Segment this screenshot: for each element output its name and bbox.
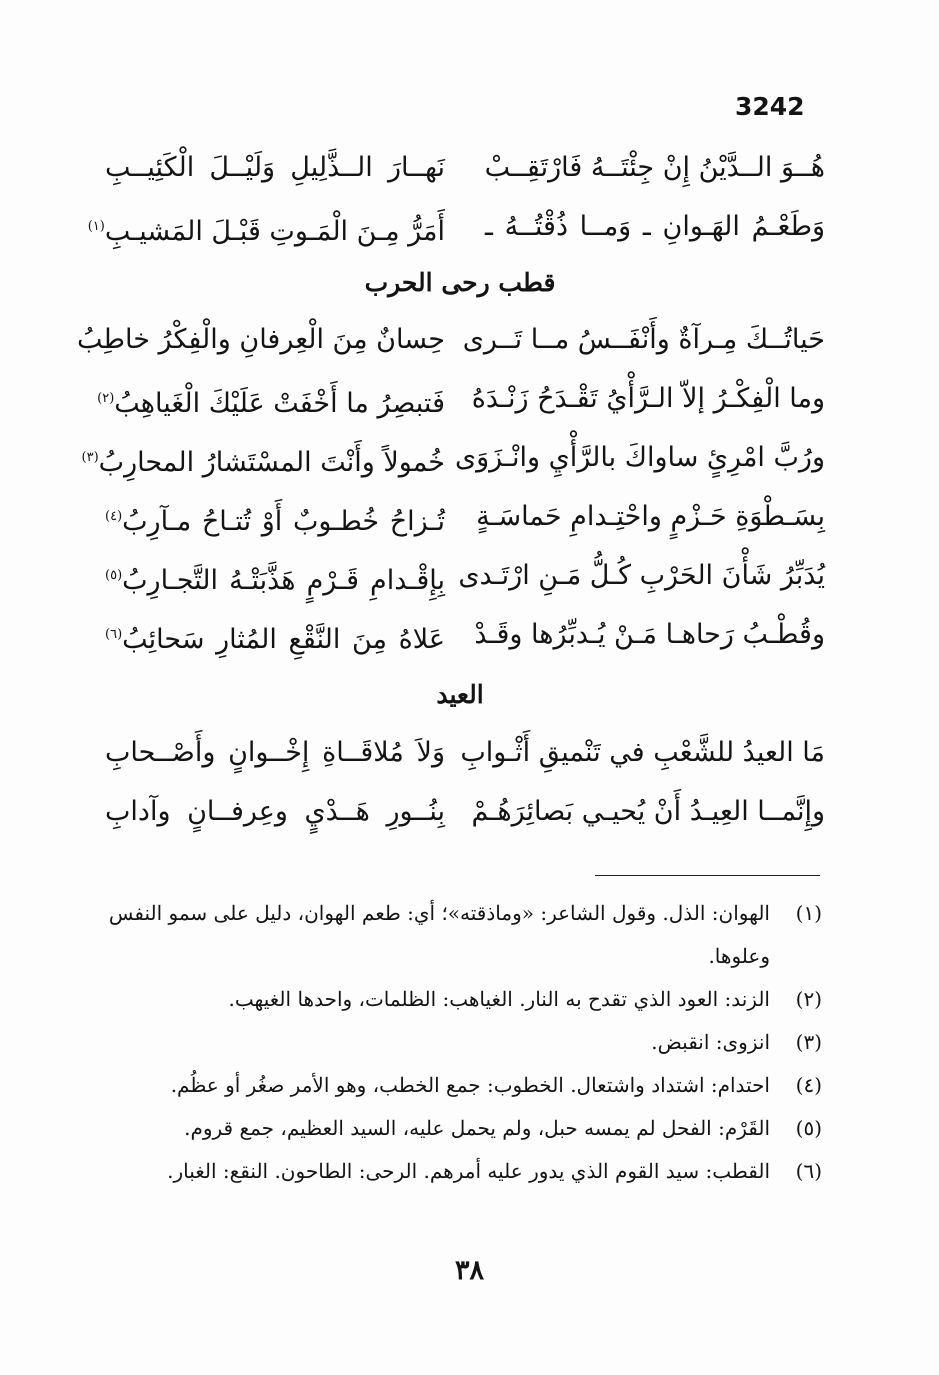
footnote [108, 978, 822, 1021]
verse [95, 615, 825, 674]
footnote [108, 1107, 822, 1150]
verse [77, 320, 825, 379]
footnote-number: (٣) [795, 1030, 822, 1054]
verse [95, 148, 825, 207]
footnote-number: (٥) [795, 1116, 822, 1140]
footnote-number: (١) [795, 901, 822, 925]
verse-second-hemistich [105, 733, 445, 773]
footnote-marker: (٤) [105, 509, 123, 524]
footnote [108, 1021, 822, 1064]
footnote-marker: (٦) [105, 627, 123, 642]
footnote-marker: (٢) [97, 391, 115, 406]
verse-first-hemistich: وقُطْـبُ رَحاهـا مَـنْ يُـدبِّرُها وقَـدْ [474, 619, 825, 650]
verse-second-hemistich [87, 207, 445, 252]
verse-second-hemistich [105, 556, 445, 601]
verse-second-hemistich [105, 615, 445, 660]
footnote [108, 892, 822, 978]
verse-first-hemistich: حَياتُــكَ مِـرآةٌ وأَنْفَــسُ مــا تَــرى [462, 324, 825, 355]
page-id: 3242 [735, 92, 805, 121]
verse-first-hemistich: يُدَبِّرُ شَأْنَ الحَرْبِ كُـلُّ مَـنِ ارْتَـدى [458, 560, 825, 591]
footnote-marker: (١) [87, 219, 105, 234]
footnote-number: (٢) [795, 987, 822, 1011]
poem-top [87, 148, 825, 266]
footnote-divider [595, 875, 820, 876]
verse-second-text: عَلاهُ مِنَ النَّقْعِ المُثارِ سَحائِبُ [122, 624, 445, 655]
verse [95, 792, 825, 851]
verse [87, 207, 825, 266]
footnote-text: انزوى: انقبض. [651, 1030, 770, 1054]
footnotes [108, 892, 822, 1193]
verse-second-text: فَتبصِرُ ما أَخْفَتْ عَلَيْكَ الْغَياهِبُ [114, 388, 445, 419]
footnote [108, 1150, 822, 1193]
verse-second-hemistich [105, 497, 445, 542]
page-number: ٣٨ [454, 1255, 484, 1286]
verse-first-hemistich: وَطَعْـمُ الهَـوانِ ـ وَمــا ذُقْتُــهُ ـ [485, 211, 825, 242]
footnote-marker: (٥) [105, 568, 123, 583]
section-title: العيد [436, 680, 484, 709]
verse [95, 379, 825, 438]
verse-first-hemistich: وإِنَّمــا العِيـدُ أَنْ يُحيـي بَصائِرَهُـمْ [471, 796, 825, 827]
poem-section-1 [77, 320, 825, 674]
verse-second-hemistich [97, 379, 445, 424]
verse-second-text: أَمَرُّ مِـنَ الْمَـوتِ قَبْـلَ المَشيـبِ [104, 216, 445, 247]
footnote-marker: (٣) [81, 450, 99, 465]
verse-first-hemistich: بِسَـطْوَةِ حَـزْمٍ واحْتِـدامِ حَماسَـةٍ [476, 501, 825, 532]
footnote-text: الهوان: الذل. وقول الشاعر: «وماذقته»؛ أي: طعم الهوان، دليل على سمو النفس وعلوها. [108, 901, 770, 968]
footnote-text: احتدام: اشتداد واشتعال. الخطوب: جمع الخطب، وهو الأمر صغُر أو عظُم. [170, 1073, 770, 1097]
verse-first-hemistich: ورُبَّ امْرِئٍ ساواكَ بالرَّأْيِ وانْـزَوَى [455, 442, 825, 473]
verse-second-text: حِسانٌ مِنَ الْعِرفانِ والْفِكْرُ خاطِبُ [77, 324, 445, 355]
footnote-text: القطب: سيد القوم الذي يدور عليه أمرهم. الرحى: الطاحون. النقع: الغبار. [167, 1159, 770, 1183]
verse [95, 556, 825, 615]
section-title: قطب رحى الحرب [364, 268, 556, 297]
footnote-number: (٦) [795, 1159, 822, 1183]
footnote [108, 1064, 822, 1107]
verse-second-hemistich [81, 438, 445, 483]
verse-second-hemistich [77, 320, 445, 360]
verse-second-text: بِإِقْـدامِ قَـرْمٍ هَذَّبَتْـهُ التَّجـارِبُ [122, 565, 445, 596]
verse-second-text: بِنُــورِ هَــدْيٍ وعِرفــانٍ وآدابِ [105, 796, 445, 827]
footnote-text: الزند: العود الذي تقدح به النار. الغياهب: الظلمات، واحدها الغيهب. [228, 987, 770, 1011]
verse-first-hemistich: هُــوَ الــدَّيْنُ إِنْ جِئْتَــهُ فَارْتَقِــبْ [484, 152, 825, 183]
verse-first-hemistich: مَا العيدُ للشَّعْبِ في تَنْميقِ أَثْـوابِ [460, 737, 825, 768]
verse-first-hemistich: وما الْفِكْـرُ إلاّ الـرَّأْيُ تَقْـدَحُ زَنْـدَهُ [471, 383, 825, 414]
poem-section-2 [95, 733, 825, 851]
verse-second-hemistich [105, 148, 445, 188]
footnote-text: القَرْم: الفحل لم يمسه حبل، ولم يحمل عليه، السيد العظيم، جمع قروم. [184, 1116, 770, 1140]
verse [95, 497, 825, 556]
verse-second-text: خُمولاً وأَنْتَ المسْتَشارُ المحارِبُ [98, 447, 445, 478]
verse [81, 438, 825, 497]
verse [95, 733, 825, 792]
verse-second-text: وَلاَ مُلاقَــاةِ إِخْــوانٍ وأَصْــحابِ [105, 737, 445, 768]
verse-second-text: تُـزاحُ خُطـوبٌ أَوْ تُتـاحُ مـآرِبُ [122, 506, 445, 537]
verse-second-hemistich [105, 792, 445, 832]
verse-second-text: نَهــارَ الــذَّلِيلِ وَلَيْــلَ الْكَئِيــبِ [105, 152, 445, 183]
footnote-number: (٤) [795, 1073, 822, 1097]
